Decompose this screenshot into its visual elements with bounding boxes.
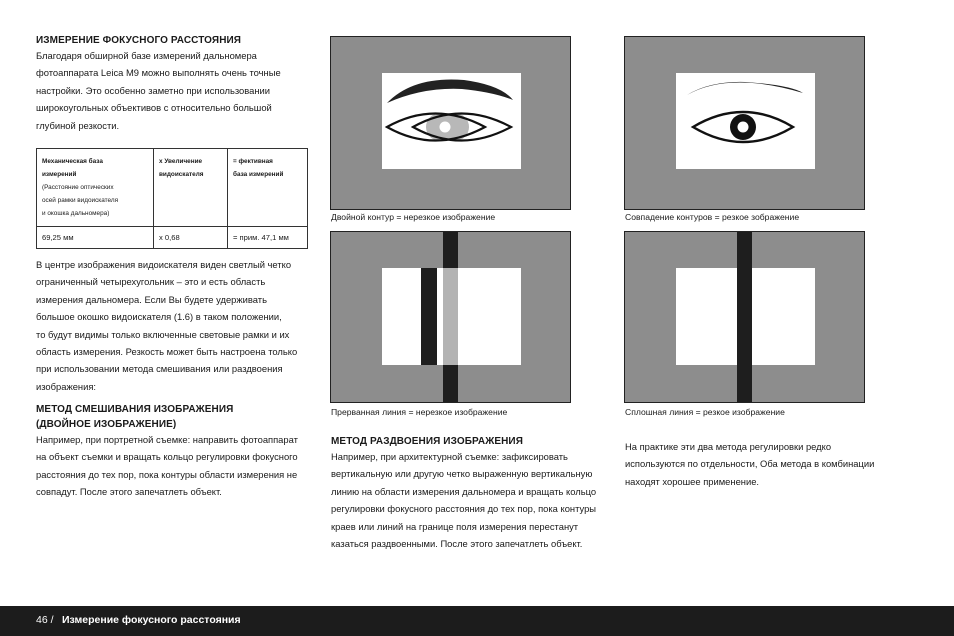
line-icon — [625, 232, 864, 402]
table-col2-value: x 0,68 — [154, 227, 228, 249]
split-paragraph: Например, при архитектурной съемке: зафиксировать вертикальную или другую четко выраженную вертикальную линию на области измерения дальномера и вращать кольцо регулировки фокусного расстояния до тех пор, пока контуры краев или линий на границе поля измерения перестанут казаться раздвоенными. После этого запечатлеть объект. — [331, 451, 597, 550]
page-footer — [0, 606, 954, 636]
figure-double-contour — [331, 37, 570, 209]
table-col1-head: Механическая база измерений — [42, 158, 103, 178]
rangefinder-base-table — [36, 148, 308, 249]
mixing-paragraph: Например, при портретной съемке: направить фотоаппарат на объект съемки и вращать кольцо регулировки фокусного расстояния до тех пор, пока контуры области измерения не совпадут. После этого запечатлеть объект. — [36, 434, 298, 498]
figure-broken-line — [331, 232, 570, 402]
table-col3-head: = фективная база измерений — [233, 158, 284, 178]
table-col2-head: x Увеличение видоискателя — [159, 158, 204, 178]
table-header-cell — [37, 149, 154, 227]
section-heading-focus: ИЗМЕРЕНИЕ ФОКУСНОГО РАССТОЯНИЯ — [36, 35, 242, 46]
section-heading-mixing: МЕТОД СМЕШИВАНИЯ ИЗОБРАЖЕНИЯ (ДВОЙНОЕ ИЗОБРАЖЕНИЕ) — [36, 404, 234, 430]
figure-solid-line — [625, 232, 864, 402]
viewfinder-paragraph: В центре изображения видоискателя виден светлый четко ограниченный четырехугольник – это и есть область измерения дальномера. Если Вы будете удерживать большое окошко видоискателя (1.6) в таком положении, то будут видимы только включенные световые рамки и их область измерения. Резкость может быть настроена только при использовании метода смешивания или раздвоения изображения: — [36, 259, 298, 392]
intro-paragraph: Благодаря обширной базе измерений дальномера фотоаппарата Leica M9 можно выполнять очень точные настройки. Это особенно заметно при использовании широкоугольных объективов с относительно большой глубиной резкости. — [36, 50, 281, 131]
table-col1-value: 69,25 мм — [37, 227, 154, 249]
line-icon — [331, 232, 570, 402]
combination-paragraph: На практике эти два метода регулировки редко используются по отдельности, Оба метода в комбинации находят хорошее применение. — [625, 441, 875, 487]
figure-caption-2: Совпадение контуров = резкое зображение — [625, 212, 800, 222]
table-header-cell — [154, 149, 228, 227]
eye-icon — [331, 37, 570, 209]
figure-matched-contour — [625, 37, 864, 209]
eye-icon — [625, 37, 864, 209]
table-col1-sub: (Расстояние оптических осей рамки видоискателя и окошка дальномера) — [42, 184, 119, 217]
footer-title: Измерение фокусного расстояния — [62, 614, 241, 626]
figure-caption-4: Сплошная линия = резкое изображение — [625, 407, 785, 417]
table-header-cell — [228, 149, 308, 227]
section-heading-split: МЕТОД РАЗДВОЕНИЯ ИЗОБРАЖЕНИЯ — [331, 436, 524, 447]
figure-caption-1: Двойной контур = нерезкое изображение — [331, 212, 496, 222]
table-col3-value: = прим. 47,1 мм — [228, 227, 308, 249]
page-number: 46 / — [36, 614, 54, 626]
figure-caption-3: Прерванная линия = нерезкое изображение — [331, 407, 508, 417]
